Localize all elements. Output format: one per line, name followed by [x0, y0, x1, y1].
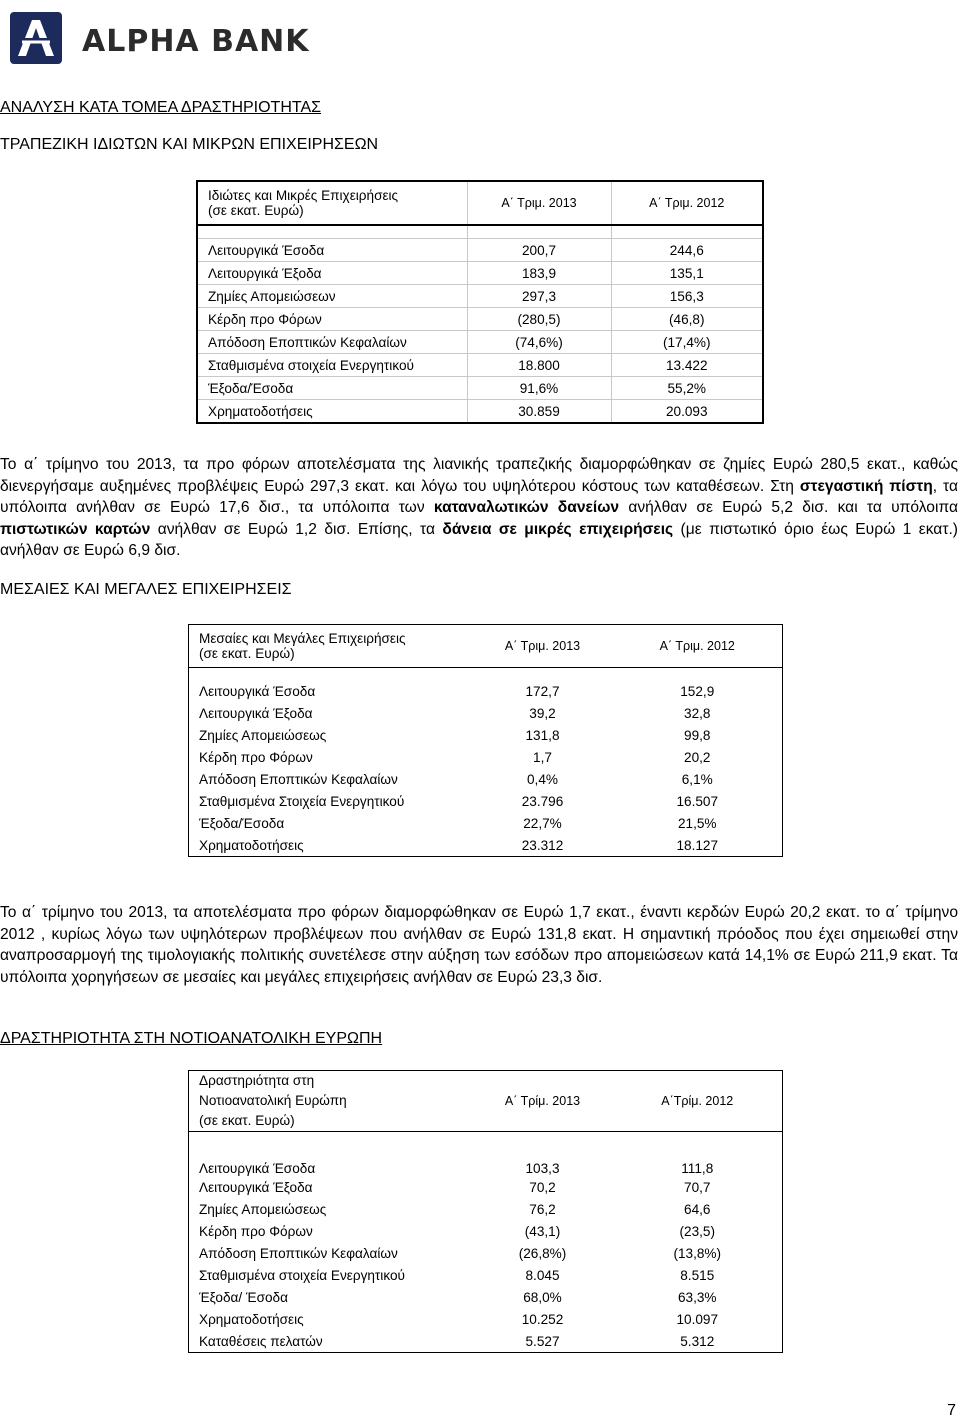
row-label: Λειτουργικά Έξοδα	[199, 1179, 313, 1195]
col-header-2012: Α΄Τρίμ. 2012	[613, 1071, 783, 1132]
value-2012: 99,8	[684, 727, 711, 743]
value-2013: (43,1)	[524, 1223, 561, 1239]
value-2012: 55,2%	[611, 377, 763, 400]
value-2013: 70,2	[529, 1179, 556, 1195]
table-row	[189, 1286, 783, 1308]
table-unit: (σε εκατ. Ευρώ)	[199, 646, 295, 661]
table-row	[189, 1176, 783, 1198]
table-row	[189, 768, 783, 790]
col-header-2013: Α΄ Τριμ. 2013	[473, 625, 613, 668]
value-2012: 21,5%	[677, 815, 717, 831]
value-2013: 91,6%	[467, 377, 611, 400]
value-2013: 297,3	[467, 285, 611, 308]
alpha-bank-logo	[10, 12, 310, 64]
value-2013: 103,3	[525, 1161, 560, 1176]
table-row	[189, 1220, 783, 1242]
para-bold: πιστωτικών καρτών	[0, 520, 151, 538]
para-text: Το α΄ τρίμηνο του 2013, τα προ φόρων αποτελέσματα της λιανικής τραπεζικής διαμορφώθηκαν σε ζημίες Ευρώ 280,5 εκατ., καθώς διενεργήσαμε αυξημένες προβλέψεις Ευρώ 297,3 εκατ. και λόγω του υψηλότερου κόστους των καταθέσεων. Στη	[0, 456, 958, 495]
value-2012: (13,8%)	[673, 1245, 722, 1261]
table-unit: (σε εκατ. Ευρώ)	[199, 1113, 295, 1128]
value-2013: 183,9	[467, 262, 611, 285]
table-row	[189, 1308, 783, 1330]
value-2013: 18.800	[467, 354, 611, 377]
para-text: ανήλθαν σε Ευρώ 1,2 δισ. Επίσης, τα	[150, 520, 443, 538]
value-2013: 23.796	[521, 793, 564, 809]
table-row	[189, 1264, 783, 1286]
col-header-2012: Α΄ Τριμ. 2012	[613, 625, 783, 668]
row-label: Απόδοση Εποπτικών Κεφαλαίων	[199, 771, 398, 787]
table-row	[197, 285, 763, 308]
row-label: Κέρδη προ Φόρων	[199, 749, 313, 765]
table-row	[189, 746, 783, 768]
value-2013: 1,7	[533, 749, 552, 765]
retail-heading: ΤΡΑΠΕΖΙΚΗ ΙΔΙΩΤΩΝ ΚΑΙ ΜΙΚΡΩΝ ΕΠΙΧΕΙΡΗΣΕΩΝ	[0, 136, 379, 153]
value-2013: 23.312	[521, 837, 564, 853]
value-2013: 131,8	[525, 727, 560, 743]
table-row	[189, 724, 783, 746]
row-label: Λειτουργικά Έσοδα	[197, 239, 467, 262]
table-row	[189, 812, 783, 834]
row-label: Απόδοση Εποπτικών Κεφαλαίων	[197, 331, 467, 354]
value-2012: (46,8)	[611, 308, 763, 331]
row-label: Έξοδα/ Έσοδα	[199, 1289, 288, 1305]
value-2013: 200,7	[467, 239, 611, 262]
table-title-text: Νοτιοανατολική Ευρώπη	[199, 1093, 347, 1108]
value-2013: (74,6%)	[467, 331, 611, 354]
table-title	[189, 625, 473, 668]
value-2012: 70,7	[684, 1179, 711, 1195]
col-header-2013: Α΄ Τρίμ. 2013	[473, 1071, 613, 1132]
value-2012: (17,4%)	[611, 331, 763, 354]
value-2013: 5.527	[525, 1333, 560, 1349]
row-label: Ζημίες Απομειώσεων	[197, 285, 467, 308]
retail-table	[196, 180, 764, 424]
table-row	[197, 308, 763, 331]
row-label: Λειτουργικά Έξοδα	[197, 262, 467, 285]
row-label: Ζημίες Απομειώσεως	[199, 727, 327, 743]
value-2012: 63,3%	[677, 1289, 717, 1305]
table-unit: (σε εκατ. Ευρώ)	[208, 203, 304, 218]
para-bold: δάνεια σε μικρές επιχειρήσεις	[442, 520, 674, 538]
value-2012: 32,8	[684, 705, 711, 721]
see-table	[188, 1070, 783, 1353]
table-row	[189, 702, 783, 724]
value-2012: 244,6	[611, 239, 763, 262]
table-row	[189, 1330, 783, 1353]
row-label: Ζημίες Απομειώσεως	[199, 1201, 327, 1217]
row-label: Κέρδη προ Φόρων	[199, 1223, 313, 1239]
alpha-bank-mark-icon	[10, 12, 62, 64]
value-2013: 10.252	[521, 1311, 564, 1327]
table-row	[189, 790, 783, 812]
value-2013: 76,2	[529, 1201, 556, 1217]
para-text: (με πιστωτικό όριο έως Ευρώ 1 εκατ.) ανήλθαν σε Ευρώ 6,9 δισ.	[0, 520, 959, 559]
value-2013: 39,2	[529, 705, 556, 721]
table-title-text: Μεσαίες και Μεγάλες Επιχειρήσεις	[199, 631, 406, 646]
retail-commentary	[0, 454, 958, 562]
row-label: Λειτουργικά Έξοδα	[199, 705, 313, 721]
row-label: Χρηματοδοτήσεις	[199, 1311, 304, 1327]
value-2012: 10.097	[676, 1311, 719, 1327]
row-label: Λειτουργικά Έσοδα	[199, 683, 316, 699]
table-title	[189, 1071, 473, 1132]
table-row	[189, 834, 783, 857]
value-2012: 64,6	[684, 1201, 711, 1217]
para-bold: καταναλωτικών δανείων	[433, 499, 620, 516]
page-number: 7	[947, 1402, 956, 1419]
row-label: Καταθέσεις πελατών	[199, 1333, 323, 1349]
value-2013: 22,7%	[523, 815, 562, 831]
row-label: Σταθμισμένα Στοιχεία Ενεργητικού	[199, 793, 405, 809]
row-label: Έξοδα/Έσοδα	[197, 377, 467, 400]
value-2012: 8.515	[680, 1267, 715, 1283]
value-2012: 135,1	[611, 262, 763, 285]
value-2013: (26,8%)	[518, 1245, 567, 1261]
value-2013: 172,7	[525, 683, 560, 699]
table-row	[197, 239, 763, 262]
para-text: ανήλθαν σε Ευρώ 5,2 δισ. και τα υπόλοιπα	[619, 499, 958, 516]
value-2012: 111,8	[681, 1161, 714, 1176]
value-2012: (23,5)	[679, 1223, 715, 1239]
value-2013: 30.859	[467, 400, 611, 424]
row-label: Λειτουργικά Έσοδα	[199, 1161, 316, 1176]
table-title-text: Ιδιώτες και Μικρές Επιχειρήσεις	[208, 188, 399, 203]
para-bold: στεγαστική πίστη	[799, 477, 933, 495]
table-title-text: Δραστηριότητα στη	[199, 1073, 315, 1088]
row-label: Απόδοση Εποπτικών Κεφαλαίων	[199, 1245, 398, 1261]
value-2012: 13.422	[611, 354, 763, 377]
table-row	[197, 354, 763, 377]
col-header-2013: Α΄ Τριμ. 2013	[467, 181, 611, 225]
row-label: Χρηματοδοτήσεις	[199, 837, 304, 853]
value-2012: 152,9	[680, 683, 715, 699]
table-title	[197, 181, 467, 225]
table-row	[189, 1242, 783, 1264]
value-2012: 6,1%	[681, 771, 713, 787]
value-2013: 8.045	[525, 1267, 560, 1283]
table-row	[197, 400, 763, 424]
value-2012: 20.093	[611, 400, 763, 424]
value-2013: 68,0%	[523, 1289, 562, 1305]
row-label: Έξοδα/Έσοδα	[199, 815, 285, 831]
table-row	[197, 331, 763, 354]
see-heading: ΔΡΑΣΤΗΡΙΟΤΗΤΑ ΣΤΗ ΝΟΤΙΟΑΝΑΤΟΛΙΚΗ ΕΥΡΩΠΗ	[0, 1030, 383, 1047]
main-heading: ΑΝΑΛΥΣΗ ΚΑΤΑ ΤΟΜΕΑ ΔΡΑΣΤΗΡΙΟΤΗΤΑΣ	[0, 99, 322, 116]
row-label: Σταθμισμένα στοιχεία Ενεργητικού	[199, 1267, 405, 1283]
para-text: , τα υπόλοιπα ανήλθαν σε Ευρώ 17,6 δισ., τα υπόλοιπα των	[0, 477, 958, 516]
value-2013: (280,5)	[467, 308, 611, 331]
corporate-heading: ΜΕΣΑΙΕΣ ΚΑΙ ΜΕΓΑΛΕΣ ΕΠΙΧΕΙΡΗΣΕΙΣ	[0, 581, 292, 598]
value-2012: 18.127	[676, 837, 719, 853]
row-label: Χρηματοδοτήσεις	[197, 400, 467, 424]
value-2012: 5.312	[680, 1333, 715, 1349]
table-row	[197, 377, 763, 400]
corporate-commentary: Το α΄ τρίμηνο του 2013, τα αποτελέσματα προ φόρων διαμορφώθηκαν σε Ευρώ 1,7 εκατ., έναντι κερδών Ευρώ 20,2 εκατ. το α΄ τρίμηνο 2012 , κυρίως λόγω των υψηλότερων προβλέψεων που ανήλθαν σε Ευρώ 131,8 εκατ. Η σημαντική πρόοδος που έχει σημειωθεί στην αναπροσαρμογή της τιμολογιακής πολιτικής συνετέλεσε στην αύξηση των εσόδων προ απομειώσεων κατά 14,1% σε Ευρώ 211,9 εκατ. Τα υπόλοιπα χορηγήσεων σε μεσαίες και μεγάλες επιχειρήσεις ανήλθαν σε Ευρώ 23,3 δισ.	[0, 904, 958, 986]
brand-name: ALPHA BANK	[82, 24, 310, 59]
row-label: Σταθμισμένα στοιχεία Ενεργητικού	[197, 354, 467, 377]
corporate-table	[188, 624, 783, 857]
value-2012: 16.507	[676, 793, 719, 809]
table-row	[189, 1198, 783, 1220]
value-2012: 20,2	[684, 749, 711, 765]
table-row	[189, 1144, 783, 1176]
value-2013: 0,4%	[527, 771, 558, 787]
col-header-2012: Α΄ Τριμ. 2012	[611, 181, 763, 225]
value-2012: 156,3	[611, 285, 763, 308]
table-row	[197, 262, 763, 285]
table-row	[189, 680, 783, 702]
row-label: Κέρδη προ Φόρων	[197, 308, 467, 331]
